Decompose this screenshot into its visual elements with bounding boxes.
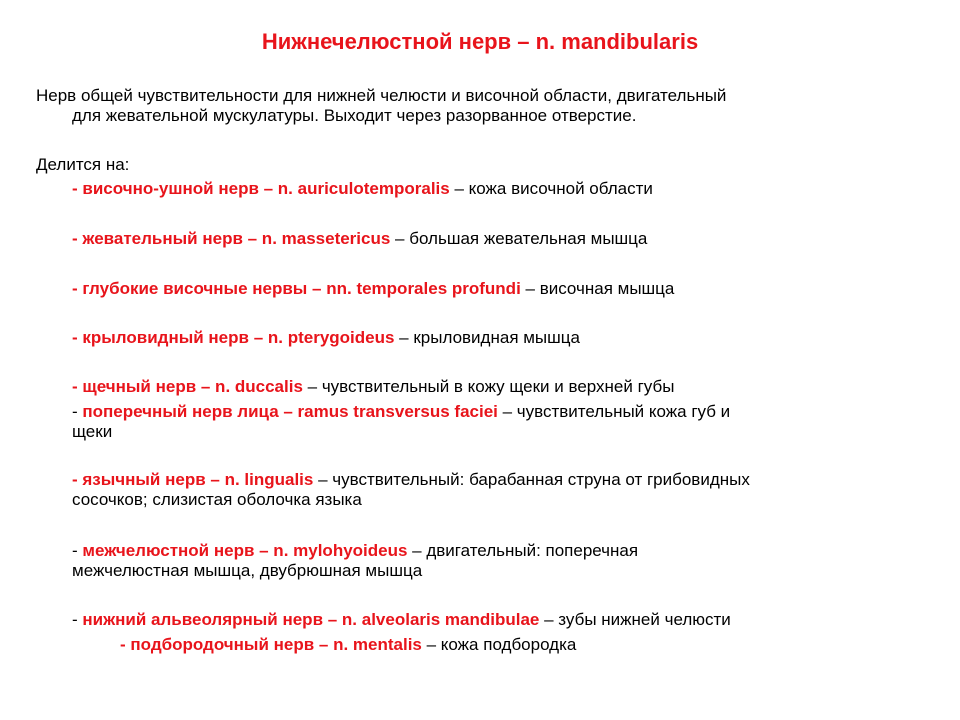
list-item-massetericus (72, 229, 932, 249)
list-item-lingualis (72, 470, 932, 510)
item-desc: – чувствительный в кожу щеки и верхней губы (302, 377, 675, 396)
item-desc: – двигательный: поперечная (407, 541, 639, 560)
item-name: жевательный нерв – n. massetericus (82, 229, 391, 248)
item-dash: - (72, 279, 83, 298)
item-name: височно-ушной нерв – n. auriculotemporalis (82, 179, 450, 198)
list-item-duccalis (72, 377, 932, 397)
item-name: межчелюстной нерв – n. mylohyoideus (82, 541, 408, 560)
item-desc-continuation: межчелюстная мышца, двубрюшная мышца (72, 561, 423, 580)
divides-label: Делится на: (36, 155, 130, 174)
item-name: поперечный нерв лица – ramus transversus faciei (82, 402, 498, 421)
list-item-auriculotemporalis (72, 179, 932, 199)
item-dash: - (72, 179, 83, 198)
item-name: подбородочный нерв – n. mentalis (130, 635, 422, 654)
item-desc: – височная мышца (520, 279, 675, 298)
intro-line-2: для жевательной мускулатуры. Выходит через разорванное отверстие. (72, 106, 637, 125)
list-item-transversus-faciei (72, 402, 932, 442)
item-dash: - (72, 470, 83, 489)
list-item-mylohyoideus (72, 541, 932, 581)
item-desc-continuation: щеки (72, 422, 113, 441)
item-name: язычный нерв – n. lingualis (82, 470, 314, 489)
item-desc: – кожа подбородка (421, 635, 577, 654)
item-dash: - (72, 328, 83, 347)
item-desc-continuation: сосочков; слизистая оболочка языка (72, 490, 362, 509)
item-name: глубокие височные нервы – nn. temporales profundi (82, 279, 521, 298)
intro-line-1: Нерв общей чувствительности для нижней челюсти и височной области, двигательный (36, 86, 727, 105)
list-item-mentalis (120, 635, 960, 655)
slide-title: Нижнечелюстной нерв – n. mandibularis (261, 29, 699, 54)
item-desc: – чувствительный кожа губ и (497, 402, 731, 421)
item-dash: - (72, 377, 83, 396)
item-dash: - (72, 402, 83, 421)
item-desc: – чувствительный: барабанная струна от грибовидных (313, 470, 750, 489)
intro-paragraph (36, 86, 916, 126)
item-dash: - (120, 635, 131, 654)
item-name: крыловидный нерв – n. pterygoideus (82, 328, 395, 347)
item-name: щечный нерв – n. duccalis (82, 377, 303, 396)
item-dash: - (72, 541, 83, 560)
item-desc: – кожа височной области (449, 179, 653, 198)
list-item-pterygoideus (72, 328, 932, 348)
list-item-alveolaris-mandibulae (72, 610, 932, 630)
item-desc: – зубы нижней челюсти (539, 610, 731, 629)
item-desc: – большая жевательная мышца (390, 229, 648, 248)
list-item-temporales-profundi (72, 279, 932, 299)
item-name: нижний альвеолярный нерв – n. alveolaris mandibulae (82, 610, 540, 629)
item-dash: - (72, 610, 83, 629)
item-dash: - (72, 229, 83, 248)
item-desc: – крыловидная мышца (394, 328, 580, 347)
